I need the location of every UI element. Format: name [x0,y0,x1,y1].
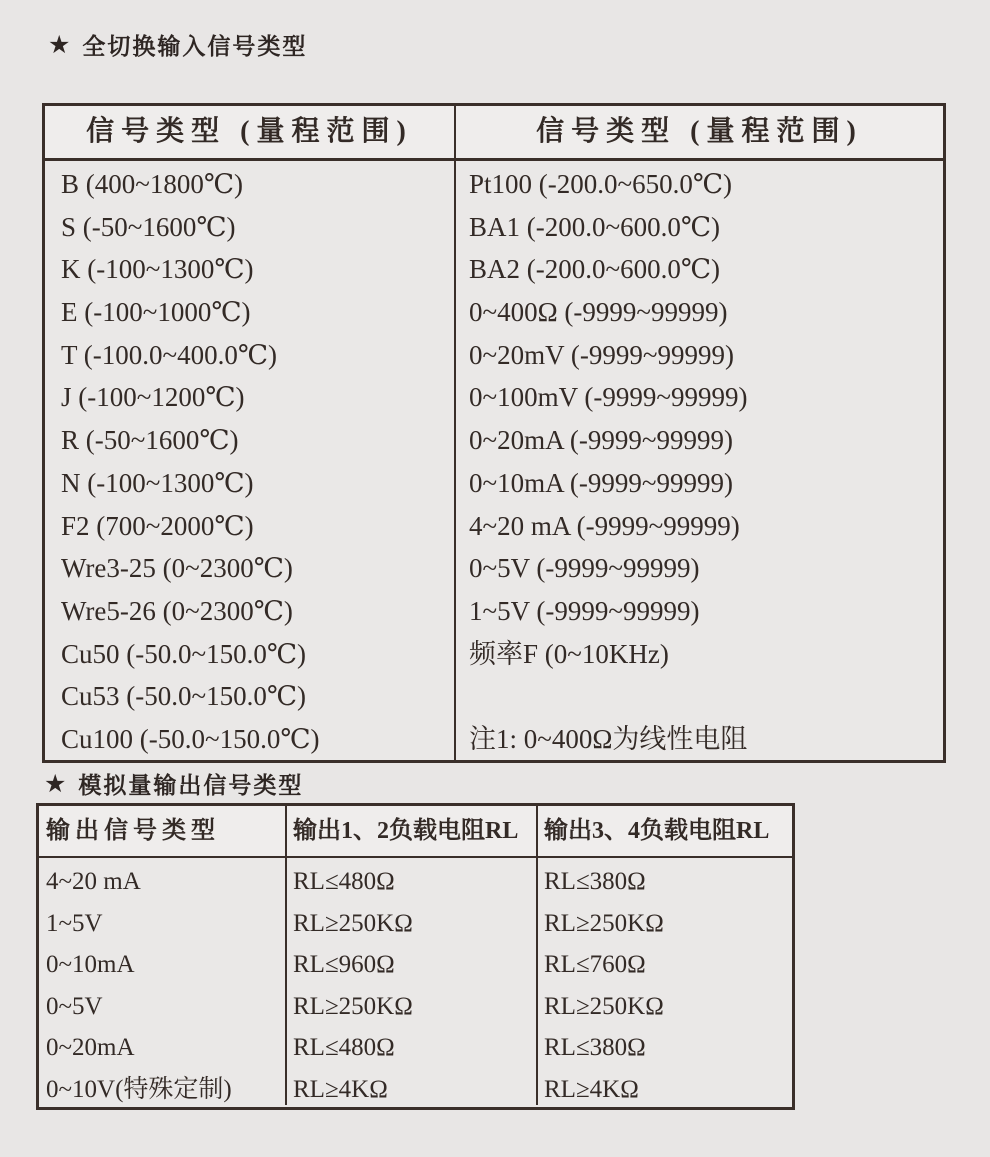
input-signal-left-column [45,161,456,760]
signal-range-item: 0~10mA (-9999~99999) [469,467,733,498]
load-resistance-cell: RL≥250KΩ [544,909,664,937]
signal-range-item: N (-100~1300℃) [61,467,254,498]
load-resistance-cell: RL≤380Ω [544,868,646,895]
input-signal-table-body [45,161,943,760]
input-signal-types-title [48,28,307,61]
signal-range-item: BA1 (-200.0~600.0℃) [469,211,721,242]
output-signal-cell: 0~10V(特殊定制) [46,1075,232,1103]
load-resistance-cell: RL≥250KΩ [293,992,413,1020]
input-signal-table-header-row [45,106,943,161]
input-signal-types-title-text: 全切换输入信号类型 [82,33,308,59]
load-resistance-cell: RL≤480Ω [293,868,395,895]
load-resistance-cell: RL≥250KΩ [544,992,664,1020]
load-resistance-3-4-column [538,858,792,1105]
output-signal-cell: 0~10mA [46,951,135,978]
signal-range-item: K (-100~1300℃) [61,254,254,285]
load-resistance-cell: RL≥250KΩ [293,909,413,937]
signal-range-item: 1~5V (-9999~99999) [469,595,700,626]
output-signal-cell: 1~5V [46,909,103,937]
header-cell-signal-type-right: 信号类型 (量程范围) [536,116,863,147]
signal-range-item: S (-50~1600℃) [61,211,236,242]
load-resistance-cell: RL≥4KΩ [293,1075,388,1103]
star-bullet-icon: ★ [48,30,71,59]
output-signal-cell: 4~20 mA [46,868,141,895]
analog-output-signal-types-title-text: 模拟量输出信号类型 [78,772,304,798]
signal-range-item: Wre3-25 (0~2300℃) [61,553,293,584]
load-resistance-cell: RL≤960Ω [293,951,395,978]
load-resistance-1-2-column [287,858,538,1105]
signal-range-item: 0~20mA (-9999~99999) [469,425,733,456]
signal-range-item: J (-100~1200℃) [61,382,245,413]
signal-range-item: 0~5V (-9999~99999) [469,553,700,584]
signal-range-item: 频率F (0~10KHz) [469,638,669,669]
load-resistance-cell: RL≥4KΩ [544,1075,639,1103]
signal-range-item: Pt100 (-200.0~650.0℃) [469,169,733,199]
star-bullet-icon: ★ [44,769,67,798]
signal-range-item: B (400~1800℃) [61,169,244,199]
load-resistance-cell: RL≤380Ω [544,1034,646,1061]
output-signal-cell: 0~5V [46,992,103,1020]
signal-range-item: Cu50 (-50.0~150.0℃) [61,638,307,669]
signal-range-item: 4~20 mA (-9999~99999) [469,510,740,541]
signal-range-item: R (-50~1600℃) [61,425,239,456]
signal-range-item: 0~100mV (-9999~99999) [469,382,748,413]
signal-range-item: F2 (700~2000℃) [61,510,254,541]
signal-range-item: T (-100.0~400.0℃) [61,339,278,370]
header-cell-output-1-2-load: 输出1、2负载电阻RL [287,806,538,856]
spacer-line [456,675,943,718]
header-cell-signal-type-left: 信号类型 (量程范围) [45,106,456,158]
signal-range-item: E (-100~1000℃) [61,297,251,328]
signal-range-item: 0~400Ω (-9999~99999) [469,297,728,328]
signal-range-item: Wre5-26 (0~2300℃) [61,595,293,626]
signal-range-item: Cu53 (-50.0~150.0℃) [61,681,307,712]
header-cell-output-signal-type: 输出信号类型 [39,806,287,856]
signal-range-item: Cu100 (-50.0~150.0℃) [61,723,320,754]
signal-range-item: 0~20mV (-9999~99999) [469,339,734,370]
analog-output-signal-types-title [44,767,303,800]
linear-resistance-note: 注1: 0~400Ω为线性电阻 [469,723,748,754]
header-cell-output-3-4-load: 输出3、4负载电阻RL [544,818,770,844]
load-resistance-cell: RL≤760Ω [544,951,646,978]
output-load-resistance-table [36,803,795,1110]
output-table-body [39,858,792,1105]
input-signal-right-column [456,161,943,760]
output-signal-cell: 0~20mA [46,1034,135,1061]
signal-range-item: BA2 (-200.0~600.0℃) [469,254,721,285]
output-table-header-row [39,806,792,858]
input-signal-table [42,103,946,763]
output-signal-type-column [39,858,287,1105]
load-resistance-cell: RL≤480Ω [293,1034,395,1061]
